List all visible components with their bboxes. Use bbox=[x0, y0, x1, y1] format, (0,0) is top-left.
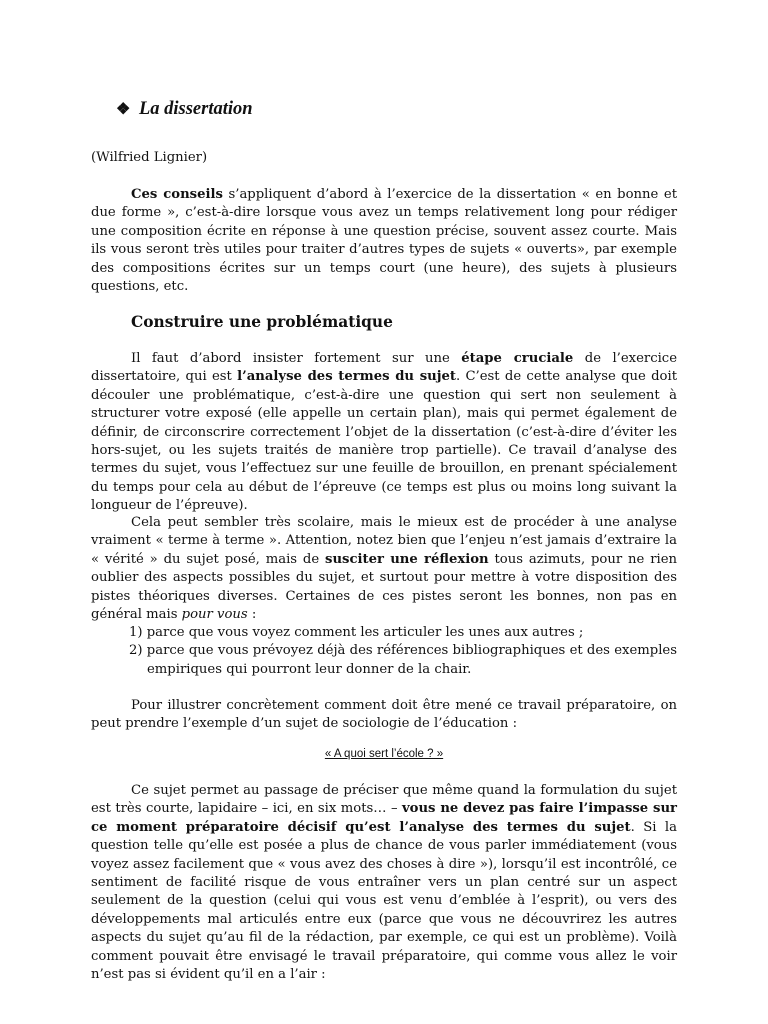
para1-text-2: de l’exercice dissertatoire, qui est bbox=[91, 351, 678, 385]
title-text: La dissertation bbox=[138, 99, 253, 119]
paragraph-analysis bbox=[91, 350, 677, 516]
para1-text-3: . C’est de cette analyse que doit découler une problématique, c’est-à-dire une question qui sert non seulement à structurer votre exposé (elle appelle un certain plan), mais qui permet également de définir, de circonscrire correctement l’objet de la dissertation (c’est-à-dire d’éviter les hors-sujet, ou les sujets traités de manière trop partielle). Ce travail d’analyse des termes du sujet, vous l’effectuez sur une feuille de brouillon, en prenant spécialement du temps pour cela au début de l’épreuve (ce temps est plus ou moins long suivant la longueur de l’épreuve). bbox=[91, 369, 677, 514]
question-text: « A quoi sert l’école ? » bbox=[324, 748, 444, 760]
para2-bold-1: susciter une réflexion bbox=[325, 551, 489, 567]
para2-text-3: : bbox=[247, 607, 257, 623]
intro-paragraph bbox=[91, 186, 677, 296]
section-heading: Construire une problématique bbox=[131, 313, 393, 331]
diamond-bullet-icon: ❖ bbox=[116, 101, 131, 118]
para1-bold-2: l’analyse des termes du sujet bbox=[237, 369, 456, 385]
paragraph-scolaire bbox=[91, 514, 677, 624]
para4-bold-1: vous ne devez pas faire l’impasse sur ce moment préparatoire décisif qu’est l’analyse des termes du sujet bbox=[91, 801, 678, 835]
intro-bold-lead: Ces conseils bbox=[131, 187, 223, 202]
para2-text-2: tous azimuts, pour ne rien oublier des aspects possibles du sujet, et surtout pour mettre à votre disposition des pistes théoriques diverses. Certaines de ces pistes seront les bonnes, non pas en général mais bbox=[91, 551, 678, 623]
para4-text-1: Ce sujet permet au passage de préciser que même quand la formulation du sujet est très courte, lapidaire – ici, en six mots… – bbox=[91, 783, 677, 817]
list-item: 2) parce que vous prévoyez déjà des références bibliographiques et des exemples empiriques qui pourront leur donner de la chair. bbox=[129, 643, 677, 677]
list-item: 1) parce que vous voyez comment les articuler les unes aux autres ; bbox=[129, 625, 584, 640]
example-question bbox=[0, 748, 768, 760]
para1-bold-1: étape cruciale bbox=[461, 351, 574, 366]
para1-text-1: Il faut d’abord insister fortement sur une bbox=[131, 351, 462, 366]
para2-text-1: Cela peut sembler très scolaire, mais le mieux est de procéder à une analyse vraiment « terme à terme ». Attention, notez bien que l’enjeu n’est jamais d’extraire la « vérité » du sujet posé, mais de bbox=[91, 515, 677, 567]
document-title bbox=[116, 99, 253, 120]
paragraph-subject bbox=[91, 782, 677, 984]
reasons-list bbox=[91, 624, 677, 679]
para2-italic-1: pour vous bbox=[181, 607, 248, 623]
paragraph-illustration: Pour illustrer concrètement comment doit être mené ce travail préparatoire, on peut prendre l’exemple d’un sujet de sociologie de l’éducation : bbox=[91, 698, 677, 732]
para4-text-2: . Si la question telle qu’elle est posée a plus de chance de vous parler immédiatement (vous voyez assez facilement que « vous avez des choses à dire »), lorsqu’il est incontrôlé, ce sentiment de facilité risque de vous entraîner vers un plan centré sur un aspect seulement de la question (celui qui vous est venu d’emblée à l’esprit), ou vers des développements mal articulés entre eux (parce que vous ne découvrirez les autres aspects du sujet qu’au fil de la rédaction, par exemple, ce qui est un problème). Voilà comment pouvait être envisagé le travail préparatoire, qui comme vous allez le voir n’est pas si évident qu’il en a l’air : bbox=[91, 819, 677, 983]
author-line: (Wilfried Lignier) bbox=[91, 150, 208, 165]
intro-text: s’appliquent d’abord à l’exercice de la dissertation « en bonne et due forme », c’est-à-dire lorsque vous avez un temps relativement long pour rédiger une composition écrite en réponse à une question précise, souvent assez courte. Mais ils vous seront très utiles pour traiter d’autres types de sujets « ouverts», par exemple des compositions écrites sur un temps court (une heure), des sujets à plusieurs questions, etc. bbox=[91, 187, 677, 295]
